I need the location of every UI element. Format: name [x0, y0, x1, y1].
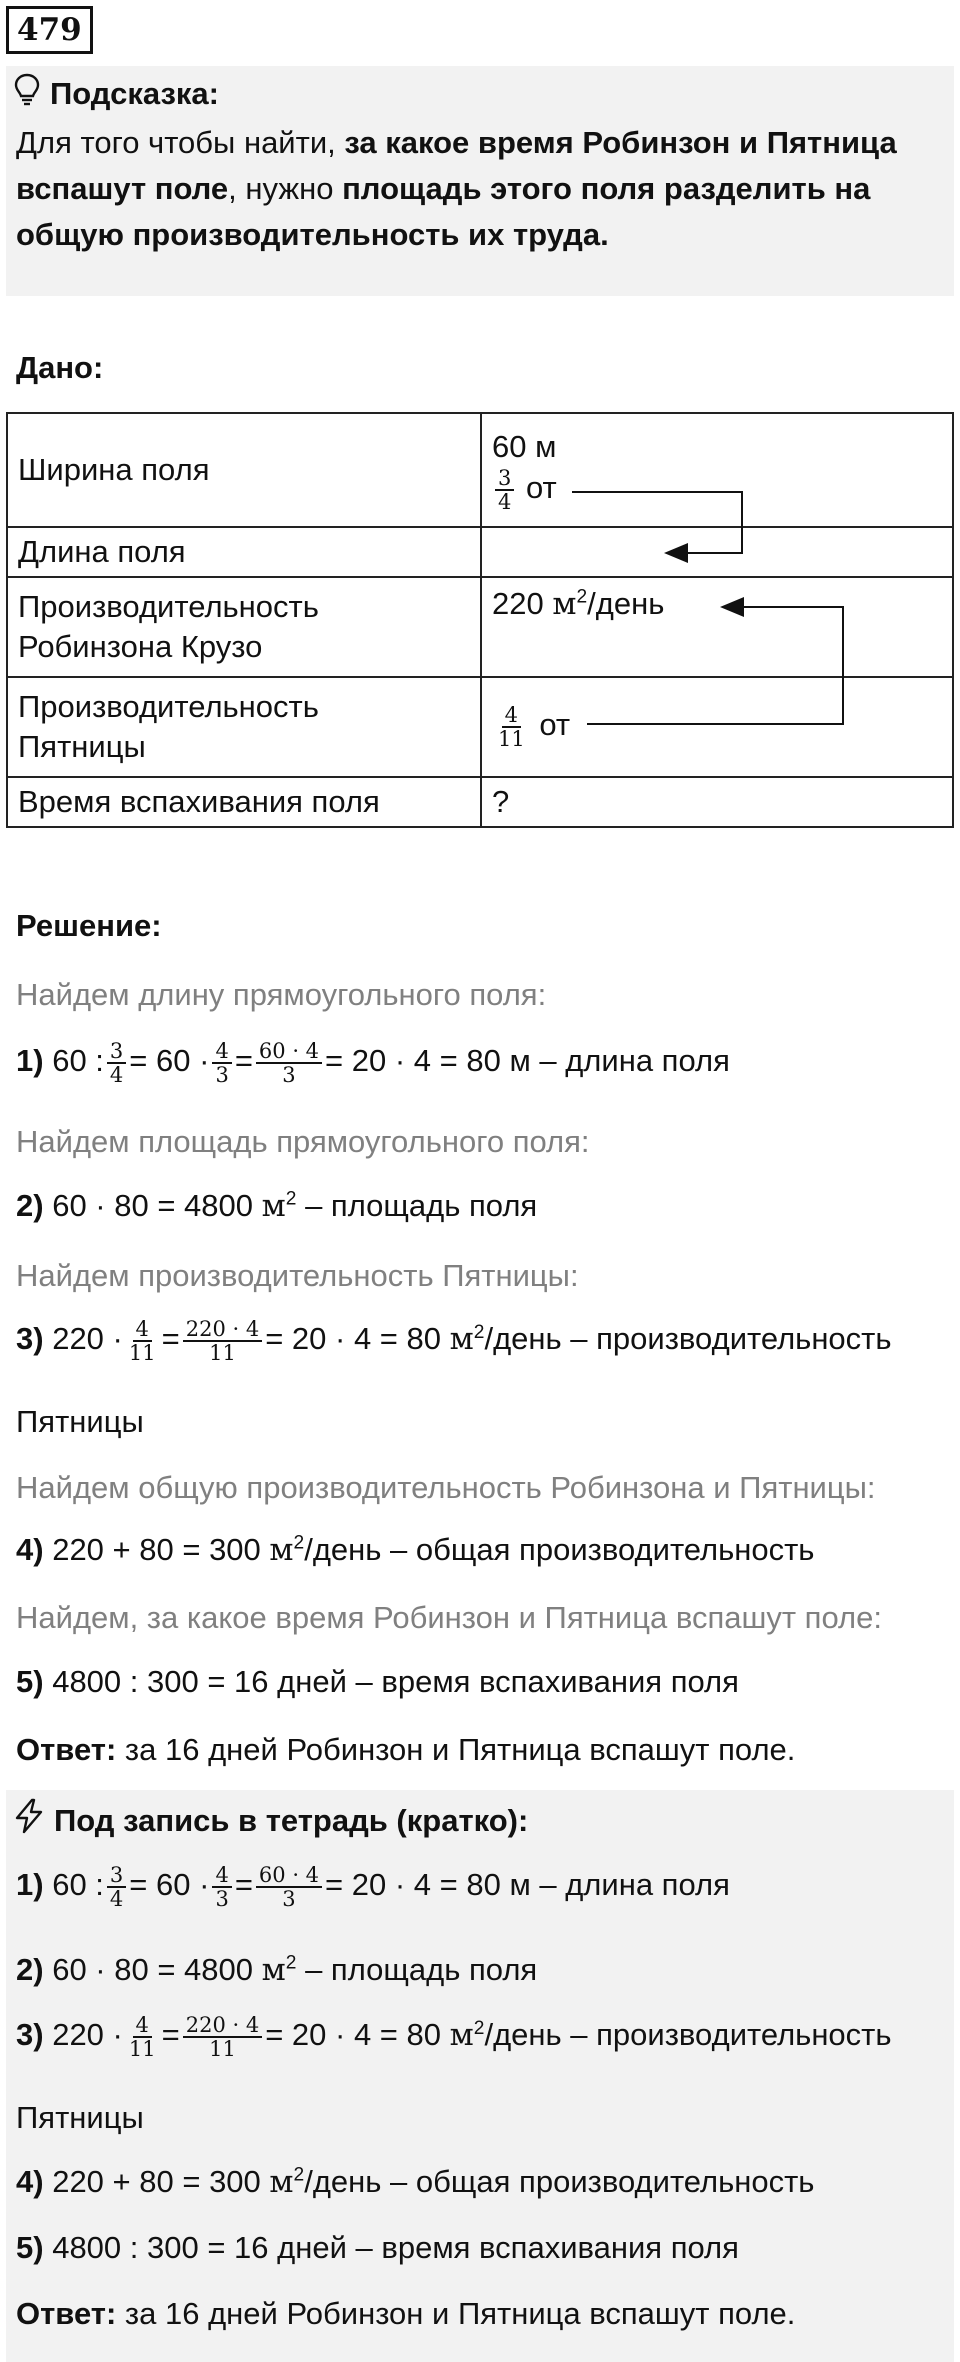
caption-2: Найдем площадь прямоугольного поля:	[16, 1124, 590, 1159]
caption-5: Найдем, за какое время Робинзон и Пятница вспашут поле:	[16, 1600, 882, 1635]
notebook-header	[12, 1798, 528, 1844]
note-step-2: 2) 60 · 80 = 4800 $м^2$ – площадь поля	[16, 1952, 538, 1988]
cell-label: Длина поля	[7, 527, 481, 577]
step-1: 1) 60 : $\frac{3}{4}$ = 60 · $\frac{4}{3}$ = $\frac{60 \cdot 4}{3}$ = 20 · 4 = 80 м – длина поля	[16, 1039, 730, 1088]
cell-label: Производительность Робинзона Крузо	[7, 577, 481, 677]
step-2: 2) 60 · 80 = 4800 $м^2$ – площадь поля	[16, 1188, 538, 1224]
cell-value: ?	[481, 777, 953, 827]
note-answer: Ответ: за 16 дней Робинзон и Пятница вспашут поле.	[16, 2296, 796, 2331]
cell-label: Производительность Пятницы	[7, 677, 481, 777]
arrow-width-to-length	[572, 492, 742, 553]
fraction: $\frac{4}{11}$	[498, 702, 525, 751]
cell-value: $\frac{4}{11}$ от	[481, 677, 953, 777]
note-step-4: 4) 220 + 80 = 300 $м^2$/день – общая производительность	[16, 2164, 815, 2200]
answer: Ответ: за 16 дней Робинзон и Пятница вспашут поле.	[16, 1732, 796, 1767]
caption-3: Найдем производительность Пятницы:	[16, 1258, 579, 1293]
arrow-friday-to-robinson	[587, 607, 843, 724]
caption-1: Найдем длину прямоугольного поля:	[16, 977, 547, 1012]
notebook-title: Под запись в тетрадь (кратко):	[54, 1803, 529, 1838]
solution-title: Решение:	[16, 908, 162, 943]
step-3-continued: Пятницы	[16, 1404, 144, 1439]
cell-label: Ширина поля	[7, 413, 481, 527]
caption-4: Найдем общую производительность Робинзона и Пятницы:	[16, 1470, 876, 1505]
step-3: 3) 220 · $\frac{4}{11}$ = $\frac{220 \cdot 4}{11}$ = 20 · 4 = 80 $м^2$/день – производительность	[16, 1317, 892, 1366]
note-step-3: 3) 220 · $\frac{4}{11}$ = $\frac{220 \cdot 4}{11}$ = 20 · 4 = 80 $м^2$/день – производительность	[16, 2013, 892, 2062]
hint-text: Для того чтобы найти, за какое время Робинзон и Пятница вспашут поле, нужно площадь этого поля разделить на общую производительность их труда.	[16, 125, 897, 252]
lightning-icon	[12, 1798, 46, 1844]
note-step-1: 1) 60 : $\frac{3}{4}$ = 60 · $\frac{4}{3}$ = $\frac{60 \cdot 4}{3}$ = 20 · 4 = 80 м – длина поля	[16, 1863, 730, 1912]
step-4: 4) 220 + 80 = 300 $м^2$/день – общая производительность	[16, 1532, 815, 1568]
fraction: $\frac{3}{4}$	[495, 467, 514, 513]
note-step-3-continued: Пятницы	[16, 2100, 144, 2135]
reference-arrows	[0, 0, 960, 900]
hint-title: Подсказка:	[50, 76, 219, 111]
cell-value: 220 $м^2$/день	[481, 577, 953, 677]
given-title: Дано:	[16, 350, 104, 385]
cell-value: 60 м $\frac{3}{4}$ от	[481, 413, 953, 527]
note-step-5: 5) 4800 : 300 = 16 дней – время вспахивания поля	[16, 2230, 739, 2265]
step-5: 5) 4800 : 300 = 16 дней – время вспахивания поля	[16, 1664, 739, 1699]
task-number: 479	[6, 6, 93, 54]
cell-label: Время вспахивания поля	[7, 777, 481, 827]
